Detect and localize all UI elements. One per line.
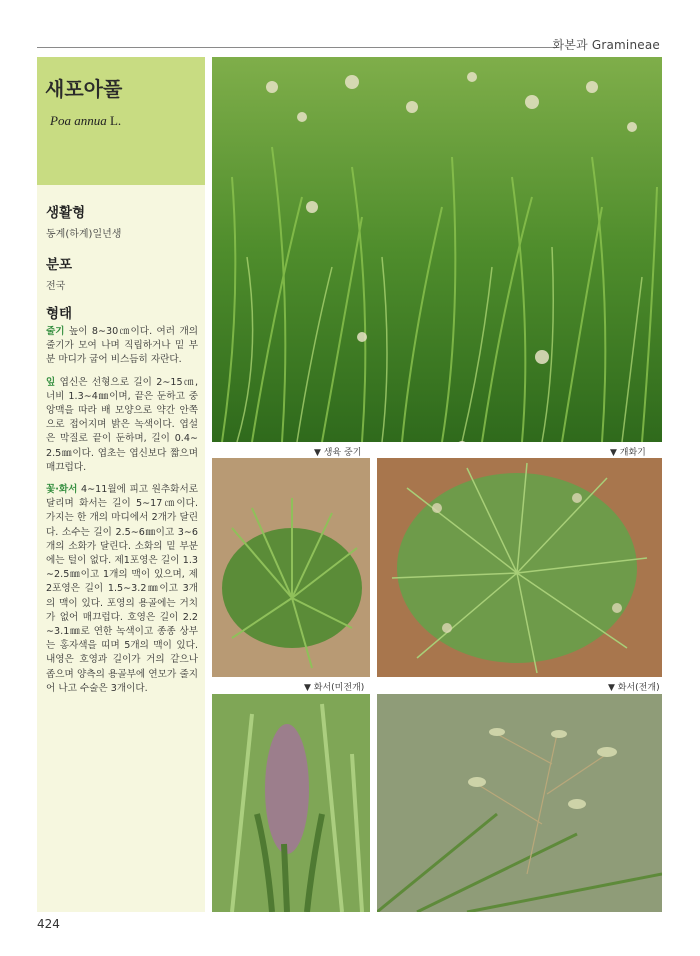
caption-flowering: ▼ 개화기 <box>610 448 646 458</box>
photo-inflorescence-open <box>377 694 662 912</box>
header-rule <box>37 47 559 48</box>
stem-text: 높이 8∼30㎝이다. 여러 개의 줄기가 모여 나며 직립하거나 밑 부분 마디가 굽어 비스듬히 자란다. <box>46 326 198 366</box>
flower-paragraph <box>46 483 198 696</box>
distribution-text: 전국 <box>46 281 66 292</box>
caption-growth: ▼ 생육 중기 <box>314 448 362 458</box>
header-category: 화본과 Gramineae <box>552 38 660 52</box>
flower-text: 4∼11월에 피고 원추화서로 달리며 화서는 길이 5∼17㎝이다. 가지는 한 개의 마디에서 2개가 달린다. 소수는 길이 2.5∼6㎜이고 3∼6개의 소화가 달린다. 소화의 밑 부분에는 털이 없다. 제1포영은 길이 1.3∼2.5㎜이고 1개의 맥이 있으며, 제2포영은 길이 1.5∼3.2㎜이고 3개의 맥이 있다. 포영의 용골에는 거치가 없어 매끄럽다. 호영은 길이 2.2∼3.1㎜로 연한 녹색이고 종종 상부는 홍자색을 띠며 5개의 맥이 있다. 내영은 호영과 길이가 거의 같으나 좁으며 양측의 용골부에 연모가 줄지어 나고 수술은 3개이다. <box>46 484 198 694</box>
photo-flowering <box>377 458 662 677</box>
title-box <box>37 57 205 185</box>
stem-paragraph <box>46 325 198 368</box>
scientific-binomial: Poa annua <box>50 113 107 128</box>
distribution-heading: 분포 <box>46 257 73 273</box>
caption-inflorescence-open: ▼ 화서(전개) <box>608 683 660 693</box>
caption-inflorescence-closed: ▼ 화서(미전개) <box>304 683 365 693</box>
stem-label: 줄기 <box>46 326 65 337</box>
life-form-text: 동계(하계)일년생 <box>46 229 122 240</box>
morphology-heading: 형태 <box>46 306 73 322</box>
photo-clump <box>212 458 370 677</box>
photo-inflorescence-closed <box>212 694 370 912</box>
leaf-text: 엽신은 선형으로 길이 2∼15㎝, 너비 1.3∼4㎜이며, 끝은 둔하고 중앙맥을 따라 배 모양으로 약간 안쪽으로 접어지며 밝은 녹색이다. 엽설은 막질로 끝이 둔하며, 길이 0.4∼2.5㎜이다. 엽초는 엽신보다 짧으며 매끄럽다. <box>46 376 198 473</box>
scientific-author: L. <box>109 113 122 128</box>
leaf-label: 잎 <box>46 376 56 388</box>
scientific-name <box>50 113 121 129</box>
life-form-heading: 생활형 <box>46 205 86 221</box>
photo-growth-stage <box>212 57 662 442</box>
leaf-paragraph <box>46 376 198 475</box>
korean-name: 새포아풀 <box>45 77 123 101</box>
page-number: 424 <box>37 917 60 931</box>
morphology-body <box>46 325 198 704</box>
flower-label: 꽃·화서 <box>46 484 78 496</box>
